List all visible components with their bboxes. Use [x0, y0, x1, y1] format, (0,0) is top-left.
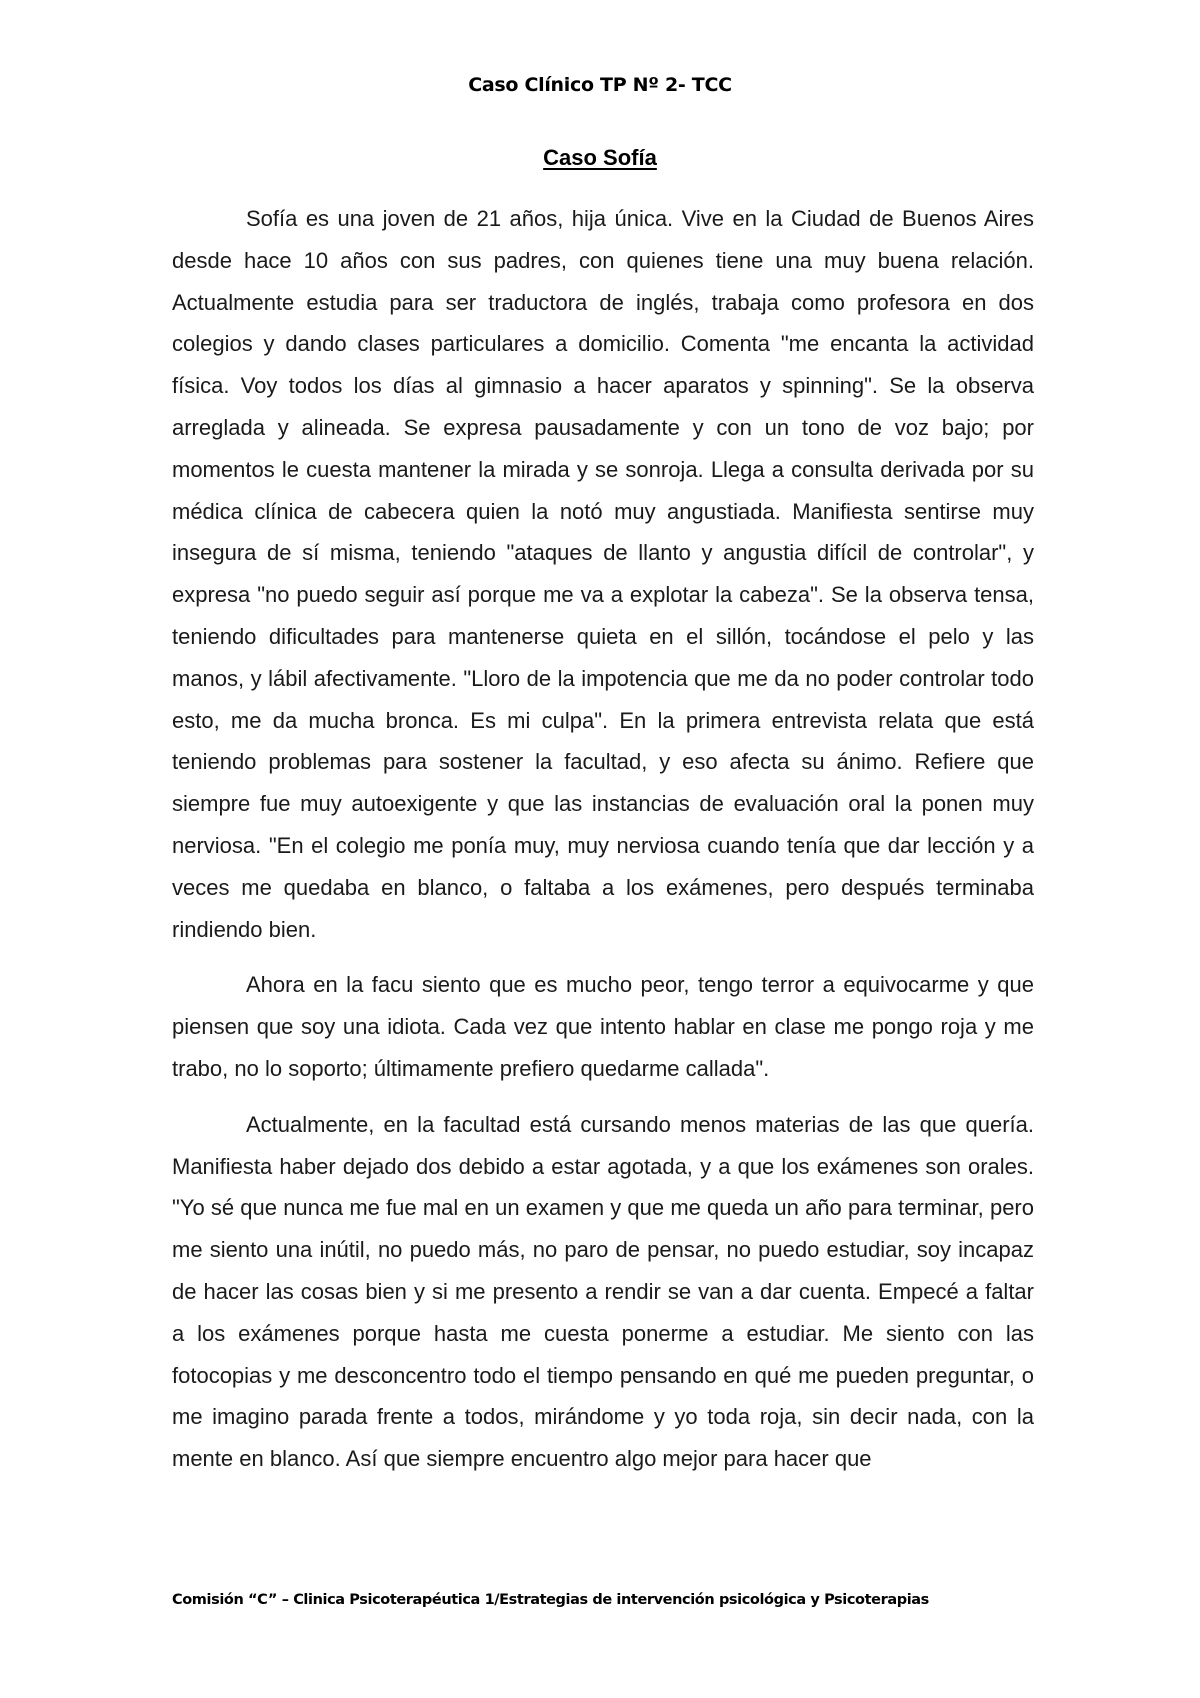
page-footer: Comisión “C” – Clinica Psicoterapéutica 1/Estrategias de intervención psicológica y Psicoterapias	[172, 1592, 929, 1608]
paragraph-3: Actualmente, en la facultad está cursando menos materias de las que quería. Manifiesta haber dejado dos debido a estar agotada, y a que los exámenes son orales. "Yo sé que nunca me fue mal en un examen y que me queda un año para terminar, pero me siento una inútil, no puedo más, no paro de pensar, no puedo estudiar, soy incapaz de hacer las cosas bien y si me presento a rendir se van a dar cuenta. Empecé a faltar a los exámenes porque hasta me cuesta ponerme a estudiar. Me siento con las fotocopias y me desconcentro todo el tiempo pensando en qué me pueden preguntar, o me imagino parada frente a todos, mirándome y yo toda roja, sin decir nada, con la mente en blanco. Así que siempre encuentro algo mejor para hacer que	[172, 1111, 1034, 1472]
case-title: Caso Sofía	[543, 145, 657, 170]
paragraph-2: Ahora en la facu siento que es mucho peor, tengo terror a equivocarme y que piensen que soy una idiota. Cada vez que intento hablar en clase me pongo roja y me trabo, no lo soporto; últimamente prefiero quedarme callada".	[172, 972, 1034, 1081]
body-text	[172, 198, 1034, 1494]
document-heading: Caso Clínico TP Nº 2- TCC	[468, 74, 732, 96]
paragraph-1: Sofía es una joven de 21 años, hija única. Vive en la Ciudad de Buenos Aires desde hace 10 años con sus padres, con quienes tiene una muy buena relación. Actualmente estudia para ser traductora de inglés, trabaja como profesora en dos colegios y dando clases particulares a domicilio. Comenta "me encanta la actividad física. Voy todos los días al gimnasio a hacer aparatos y spinning". Se la observa arreglada y alineada. Se expresa pausadamente y con un tono de voz bajo; por momentos le cuesta mantener la mirada y se sonroja. Llega a consulta derivada por su médica clínica de cabecera quien la notó muy angustiada. Manifiesta sentirse muy insegura de sí misma, teniendo "ataques de llanto y angustia difícil de controlar", y expresa "no puedo seguir así porque me va a explotar la cabeza". Se la observa tensa, teniendo dificultades para mantenerse quieta en el sillón, tocándose el pelo y las manos, y lábil afectivamente. "Lloro de la impotencia que me da no poder controlar todo esto, me da mucha bronca. Es mi culpa". En la primera entrevista relata que está teniendo problemas para sostener la facultad, y eso afecta su ánimo. Refiere que siempre fue muy autoexigente y que las instancias de evaluación oral la ponen muy nerviosa. "En el colegio me ponía muy, muy nerviosa cuando tenía que dar lección y a veces me quedaba en blanco, o faltaba a los exámenes, pero después terminaba rindiendo bien.	[172, 206, 1034, 942]
